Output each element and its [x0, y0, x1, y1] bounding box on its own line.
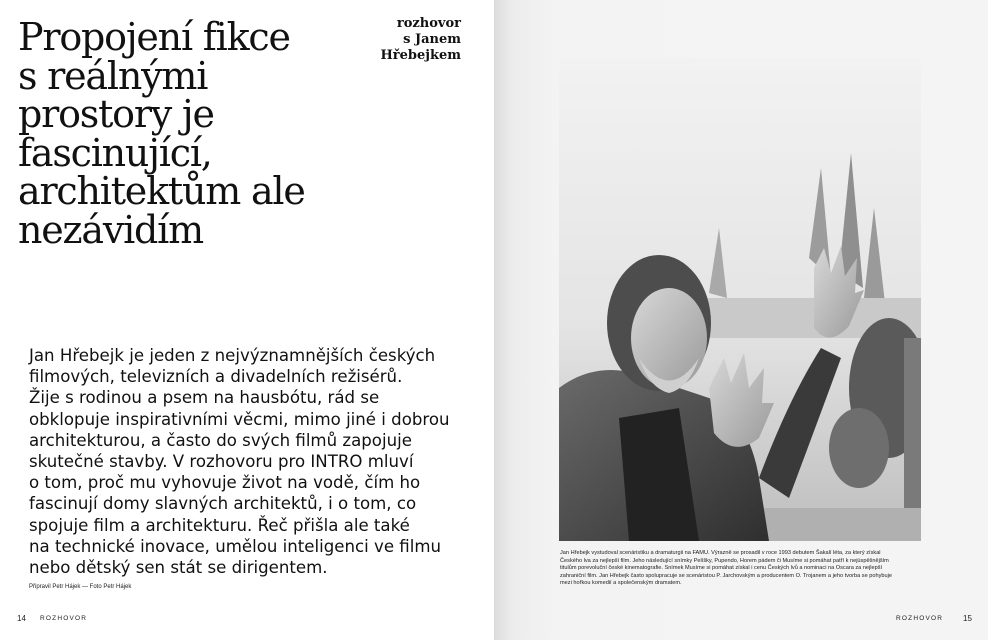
page-number: 14 [17, 614, 26, 623]
portrait-illustration [559, 58, 921, 541]
caption-line: Jan Hřebejk vystudoval scenáristiku a dramaturgii na FAMU. Výrazně se prosadil v roce 1993 debutem Šakalí léta, za který získal [560, 550, 881, 556]
section-label: ROZHOVOR [40, 615, 88, 622]
headline-line: s reálnými [18, 53, 208, 98]
headline [18, 15, 348, 252]
lede-line: nebo dětský sen stát se dirigentem. [29, 558, 328, 578]
page-number: 15 [963, 614, 972, 623]
portrait-photo [559, 58, 921, 541]
headline-line: fascinující, [18, 130, 212, 175]
lede-line: obklopuje inspirativními věcmi, mimo jiné i dobrou [29, 409, 450, 429]
caption-line: Českého lva za nejlepší film. Jeho následující snímky Pelíšky, Pupendo, Horem pádem či Musíme si pomáhat patří k nejúspěšnějším [560, 557, 889, 564]
lede-line: o tom, proč mu vyhovuje život na vodě, čím ho [29, 473, 421, 493]
caption-line: titulům porevoluční české kinematografie. Snímek Musíme si pomáhat získal i cenu Českých lvů a nominaci na Oscara za nejlepší [560, 565, 883, 571]
kicker-line: rozhovor [396, 16, 461, 31]
photo-credit: Připravil Petr Hájek — Foto Petr Hájek [29, 584, 132, 590]
section-label: ROZHOVOR [896, 615, 944, 622]
headline-line: Propojení fikce [18, 15, 290, 59]
lede-line: na technické inovace, umělou inteligenci ve filmu [29, 536, 442, 556]
lede-line: spojuje film a architekturu. Řeč přišla ale také [29, 515, 410, 535]
lede-paragraph [29, 345, 469, 578]
caption-line: mezi hořkou komedií a společenským dramatem. [560, 580, 682, 586]
lede-line: fascinují domy slavných architektů, i o tom, co [29, 494, 417, 514]
photo-caption [560, 550, 922, 588]
lede-line: Jan Hřebejk je jeden z nejvýznamnějších českých [29, 346, 436, 365]
headline-line: nezávidím [18, 207, 203, 252]
lede-line: filmových, televizních a divadelních režisérů. [29, 367, 403, 387]
kicker-line: s Janem [403, 32, 461, 47]
headline-line: architektům ale [18, 169, 305, 213]
headline-line: prostory je [18, 92, 214, 136]
lede-line: skutečné stavby. V rozhovoru pro INTRO mluví [29, 452, 414, 472]
interview-kicker [321, 16, 461, 64]
caption-line: zahraniční film. Jan Hřebejk často spolupracuje se scenáristou P. Jarchovským a producentem O. Trojanem a jeho tvorba se pohybuje [560, 572, 892, 579]
kicker-line: Hřebejkem [380, 48, 461, 63]
lede-line: Žije s rodinou a psem na hausbótu, rád se [29, 388, 380, 408]
lede-line: architekturou, a často do svých filmů zapojuje [29, 430, 412, 450]
